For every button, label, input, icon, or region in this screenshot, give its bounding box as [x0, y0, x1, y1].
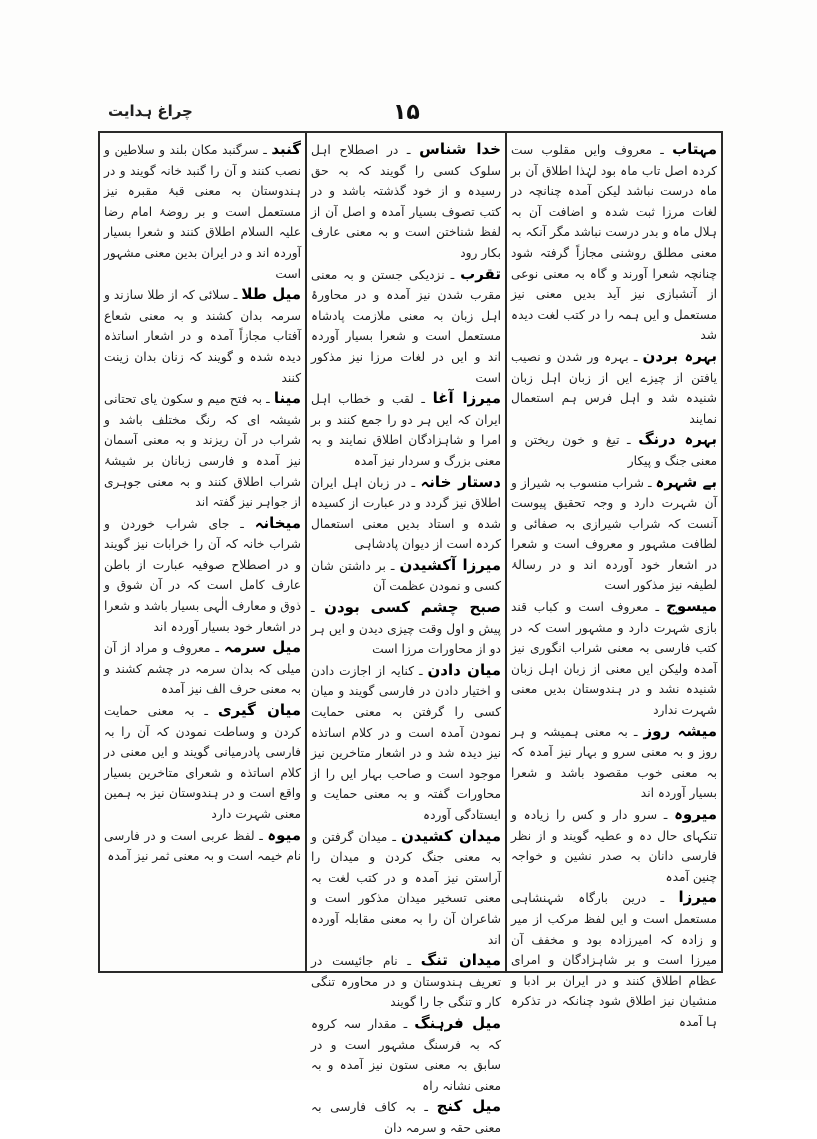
- column-middle: [311, 139, 502, 1135]
- dictionary-entry: میخانہ ـ جای شراب خوردن و شراب خانہ کہ آن را خرابات نیز گویند و در اصطلاح صوفیہ عبارت از باطن عارف کامل است کہ در آن شوق و ذوق و معارف الٰہی بسیار باشد و شعرا در اشعار خود بسیار آوردہ اند: [104, 513, 301, 634]
- entry-definition: سرو دار و کس را زیادہ و تنکہای حال دہ و عطیہ گویند و از نظر فارسی دانان بہ صدر نشین و خواجہ چنین آمدہ: [511, 808, 717, 884]
- dictionary-entry: میرزا آکشیدن ـ بر داشتن شان کسی و نمودن عظمت آن: [311, 555, 501, 594]
- entry-headword: میرزا: [678, 888, 717, 907]
- entry-headword: میل سرمہ: [223, 638, 301, 657]
- entry-definition: بہ معنی حمایت کردن و وساطت نمودن کہ آن را بہ فارسی پادرمیانی گویند و ایں معنی در کلام اساتذہ و شعرای متاخرین بسیار واقع است و در ہندوستان نیز بہ ہمین معنی شہرت دارد: [104, 704, 301, 821]
- entry-definition: در اصطلاح اہل سلوک کسی را گویند کہ بہ حق رسیدہ و از خود گذشتہ باشد و در کتب تصوف بسیار آمدہ و اصل آن از لفظ شناختن است و بہ معنی عارف بکار رود: [311, 143, 501, 260]
- column-divider: [505, 131, 507, 973]
- entry-definition: کنایہ از اجازت دادن و اختیار دادن در فارسی گویند و میان کسی را گرفتن بہ معنی حمایت نمودن آمدہ است و در کلام اساتذہ نیز دیدہ شد و در اشعار متاخرین نیز موجود است و صاحب بہار ایں را از محاورات گفتہ و بہ معنی حمایت و ایستادگی آوردہ: [311, 663, 501, 822]
- entry-headword: میل فرہنگ: [414, 1013, 501, 1032]
- dictionary-entry: مہتاب ـ معروف وایں مقلوب ست کردہ اصل تاب ماہ بود لہٰذا اطلاق آن بر ماہ درست نباشد لیکن آمدہ چنانچہ در لغات مرزا ثبت شدہ و اضافت آن بہ ہلال ماہ و بدر درست نباشد مگر آنکہ بہ معنی مطلق روشنی مجازاً گرفتہ شود چنانچہ شعرا آورند و گاہ بہ معنی نوعی از آتشبازی نیز آید بدیں معنی نیز مستعمل و ایں ہمہ را در کتب لغت دیدہ شد: [511, 140, 717, 343]
- dictionary-entry: میرزا ـ درین بارگاہ شہنشاہی مستعمل است و ایں لفظ مرکب از میر و زادہ کہ امیرزادہ بود و مخفف آن میرزا است و بر شاہزادگان و امرای عظام اطلاق کنند و در ایران بر ادبا و منشیان نیز اطلاق شود چنانکہ در تذکرہ ہا آمدہ: [511, 888, 717, 1029]
- entry-definition: معروف و مراد از آن میلی کہ بدان سرمہ در چشم کشند و بہ معنی حرف الف نیز آمدہ: [104, 641, 301, 697]
- dictionary-entry: دستار خانہ ـ در زبان اہل ایران اطلاق نیز گردد و در عبارت از کسیدہ شدہ و استاد بدیں معنی استعمال کردہ است از دیوان پادشاہی: [311, 472, 501, 552]
- entry-definition: سلائی کہ از طلا سازند و سرمہ بدان کشند و بہ معنی شعاع آفتاب مجازاً آمدہ و در اشعار اساتذہ دیدہ شدہ و گویند کہ زنان بدان زینت کنند: [104, 288, 301, 385]
- entry-definition: مقدار سہ کروہ کہ بہ فرسنگ مشہور است و در سابق بہ معنی ستون نیز آمدہ و بہ معنی نشانہ راہ: [311, 1016, 501, 1093]
- entry-definition: پیش و اول وقت چیزی دیدن و ایں ہر دو از محاورات مرزا است: [311, 621, 501, 657]
- dictionary-entry: بے شہرہ ـ شراب منسوب بہ شیراز و آن شہرت دارد و وجہ تحقیق پیوست آنست کہ شراب شیرازی بہ صفائی و لطافت مشہور و معروف است و شعرا در اشعار خود آوردہ اند و در رسالۂ لطیفہ نیز مذکور است: [511, 472, 717, 593]
- dictionary-entry: میشہ روز ـ بہ معنی ہمیشہ و ہر روز و بہ معنی سرو و بہار نیز آمدہ کہ بہ معنی خوب مقصود باشد و شعرا بسیار آوردہ اند: [511, 721, 718, 801]
- entry-headword: میسوج: [666, 597, 717, 616]
- dictionary-entry: تقرب ـ نزدیکی جستن و بہ معنی مقرب شدن نیز آمدہ و در محاورۂ اہل زبان بہ معنی ملازمت پادشاہ مستعمل است و شعرا بسیار آوردہ اند و ایں در لغات مرزا نیز مذکور است: [311, 264, 501, 385]
- entry-definition: درین بارگاہ شہنشاہی مستعمل است و ایں لفظ مرکب از میر و زادہ کہ امیرزادہ بود و مخفف آن میرزا است و بر شاہزادگان و امرای عظام اطلاق کنند و در ایران بر ادبا و منشیان نیز اطلاق شود چنانکہ در تذکرہ ہا آمدہ: [511, 891, 717, 1029]
- entry-headword: میوہ: [267, 825, 301, 844]
- dictionary-entry: میل کنج ـ بہ کاف فارسی بہ معنی حقہ و سرمہ دان: [311, 1097, 501, 1135]
- entry-headword: دستار خانہ: [420, 472, 501, 491]
- entry-definition: سرگنبد مکان بلند و سلاطین و نصب کنند و آن را گنبد خانہ گویند و در ہندوستان بہ معنی قبۂ مقبرہ نیز مستعمل است و بر روضۂ امام رضا علیہ السلام اطلاق کنند و شعرا بسیار آوردہ اند و در ایران بدین معنی مشہور است: [104, 143, 301, 281]
- dictionary-entry: میان دادن ـ کنایہ از اجازت دادن و اختیار دادن در فارسی گویند و میان کسی را گرفتن بہ معنی حمایت نمودن آمدہ است و در کلام اساتذہ نیز دیدہ شد و در اشعار متاخرین نیز موجود است و صاحب بہار ایں را از محاورات گفتہ و بہ معنی حمایت و ایستادگی آوردہ: [311, 660, 501, 822]
- dictionary-entry: میل سرمہ ـ معروف و مراد از آن میلی کہ بدان سرمہ در چشم کشند و بہ معنی حرف الف نیز آمدہ: [104, 638, 301, 697]
- entry-definition: تیغ و خون ریختن و معنی جنگ و پیکار: [511, 433, 717, 468]
- entry-headword: مہتاب: [672, 140, 717, 158]
- dictionary-entry: مینا ـ بہ فتح میم و سکون یای تحتانی شیشہ ای کہ رنگ مختلف باشد و شراب در آن ریزند و بہ معنی آسمان نیز آمدہ و فارسی زبانان بر شیشۂ شراب اطلاق کنند و بہ معنی جوہری از جواہر نیز گفتہ اند: [104, 389, 301, 510]
- entry-headword: میدان تنگ: [420, 951, 501, 970]
- entry-definition: در زبان اہل ایران اطلاق نیز گردد و در عبارت از کسیدہ شدہ و استاد بدیں معنی استعمال کردہ است از دیوان پادشاہی: [311, 475, 501, 552]
- entry-definition: بہ معنی ہمیشہ و ہر روز و بہ معنی سرو و بہار نیز آمدہ کہ بہ معنی خوب مقصود باشد و شعرا بسیار آوردہ اند: [511, 724, 717, 801]
- running-header: چراغ ہدایت: [108, 102, 193, 120]
- entry-headword: میشہ روز: [643, 721, 718, 740]
- entry-definition: شراب منسوب بہ شیراز و آن شہرت دارد و وجہ تحقیق پیوست آنست کہ شراب شیرازی بہ صفائی و لطافت مشہور و معروف است و شعرا در اشعار خود آوردہ اند و در رسالۂ لطیفہ نیز مذکور است: [511, 475, 717, 593]
- entry-definition: جای شراب خوردن و شراب خانہ کہ آن را خرابات نیز گویند و در اصطلاح صوفیہ عبارت از باطن عارف کامل است کہ در آن شوق و ذوق و معارف الٰہی بسیار باشد و شعرا در اشعار خود بسیار آوردہ اند: [104, 516, 301, 634]
- dictionary-entry: میوہ ـ لفظ عربی است و در فارسی نام خیمہ است و بہ معنی ثمر نیز آمدہ: [104, 825, 301, 864]
- dictionary-entry: بہرہ بردن ـ بہرہ ور شدن و نصیب یافتن از چیزے ایں از زبان اہل زبان شنیدہ شد و اہل فرس ہم استعمال نمایند: [511, 346, 717, 426]
- entry-headword: میان گیری: [217, 701, 301, 720]
- dictionary-entry: میدان تنگ ـ نام جائیست در تعریف ہندوستان و در محاورہ تنگی کار و تنگی جا را گویند: [311, 951, 501, 1010]
- entry-definition: میدان گرفتن و بہ معنی جنگ کردن و میدان را آراستن نیز آمدہ و در کتب لغت بہ معنی تسخیر میدان مذکور است و شاعران آن را بہ معنی مقابلہ آوردہ اند: [311, 829, 501, 947]
- entry-definition: بہ فتح میم و سکون یای تحتانی شیشہ ای کہ رنگ مختلف باشد و شراب در آن ریزند و بہ معنی آسمان نیز آمدہ و فارسی زبانان بر شیشۂ شراب اطلاق کنند و بہ معنی جوہری از جواہر نیز گفتہ اند: [104, 392, 301, 510]
- entry-headword: خدا شناس: [419, 140, 501, 158]
- entry-headword: مینا: [273, 389, 301, 408]
- entry-definition: لفظ عربی است و در فارسی نام خیمہ است و بہ معنی ثمر نیز آمدہ: [104, 828, 301, 864]
- page-number: ۱۵: [393, 100, 420, 125]
- entry-headword: میخانہ: [254, 513, 301, 532]
- entry-headword: بے شہرہ: [655, 472, 717, 491]
- dictionary-entry: میان گیری ـ بہ معنی حمایت کردن و وساطت نمودن کہ آن را بہ فارسی پادرمیانی گویند و ایں معنی در کلام اساتذہ و شعرای متاخرین بسیار واقع است و در ہندوستان نیز بہ ہمین معنی شہرت دارد: [104, 701, 301, 821]
- dictionary-entry: صبح چشم کسی بودن ـ پیش و اول وقت چیزی دیدن و ایں ہر دو از محاورات مرزا است: [311, 598, 501, 657]
- entry-headword: بہرہ درنگ: [638, 430, 717, 449]
- column-divider: [305, 131, 307, 973]
- dictionary-entry: میل طلا ـ سلائی کہ از طلا سازند و سرمہ بدان کشند و بہ معنی شعاع آفتاب مجازاً آمدہ و در اشعار اساتذہ دیدہ شدہ و گویند کہ زنان بدان زینت کنند: [104, 285, 301, 385]
- dictionary-entry: میرزا آغا ـ لقب و خطاب اہل ایران کہ ایں ہر دو را جمع کنند و بر امرا و شاہزادگان اطلاق نمایند و بہ معنی بزرگ و سردار نیز آمدہ: [311, 389, 502, 468]
- entry-headword: میل طلا: [241, 285, 301, 304]
- dictionary-entry: میسوج ـ معروف است و کباب قند بازی شہرت دارد و مشہور است کہ در کتب فارسی بہ معنی شراب انگوری نیز آمدہ ولیکن ایں معنی از زبان اہل زبان شنیدہ نشد و در ہندوستان بدیں معنی شہرت ندارد: [511, 597, 717, 718]
- dictionary-entry: میل فرہنگ ـ مقدار سہ کروہ کہ بہ فرسنگ مشہور است و در سابق بہ معنی ستون نیز آمدہ و بہ معنی نشانہ راہ: [311, 1013, 501, 1093]
- column-right: [511, 139, 718, 1029]
- dictionary-entry: خدا شناس ـ در اصطلاح اہل سلوک کسی را گویند کہ بہ حق رسیدہ و از خود گذشتہ باشد و در کتب تصوف بسیار آمدہ و اصل آن از لفظ شناختن است و بہ معنی عارف بکار رود: [311, 140, 501, 260]
- entry-headword: میل کنج: [436, 1097, 501, 1116]
- entry-headword: تقرب: [460, 264, 501, 283]
- entry-headword: میروہ: [674, 805, 717, 823]
- entry-definition: معروف وایں مقلوب ست کردہ اصل تاب ماہ بود لہٰذا اطلاق آن بر ماہ درست نباشد لیکن آمدہ چنانچہ در لغات مرزا ثبت شدہ و اضافت آن بہ ہلال ماہ و بدر درست نباشد مگر آنکہ بہ معنی مطلق روشنی مجازاً گرفتہ شود چنانچہ شعرا آورند و گاہ بہ معنی نوعی از آتشبازی نیز آید بدیں معنی نیز مستعمل و ایں ہمہ را در کتب لغت دیدہ شد: [511, 143, 717, 343]
- entry-headword: گنبد: [271, 140, 301, 158]
- column-left: [104, 139, 301, 965]
- entry-headword: میرزا آکشیدن: [399, 555, 501, 574]
- dictionary-entry: میروہ ـ سرو دار و کس را زیادہ و تنکہای حال دہ و عطیہ گویند و از نظر فارسی دانان بہ صدر نشین و خواجہ چنین آمدہ: [511, 805, 717, 884]
- entry-definition: معروف است و کباب قند بازی شہرت دارد و مشہور است کہ در کتب فارسی بہ معنی شراب انگوری نیز آمدہ ولیکن ایں معنی از زبان اہل زبان شنیدہ نشد و در ہندوستان بدیں معنی شہرت ندارد: [511, 600, 717, 718]
- entry-definition: بر داشتن شان کسی و نمودن عظمت آن: [311, 558, 501, 594]
- entry-definition: نام جائیست در تعریف ہندوستان و در محاورہ تنگی کار و تنگی جا را گویند: [311, 954, 501, 1010]
- entry-headword: میان دادن: [427, 660, 501, 679]
- entry-definition: بہرہ ور شدن و نصیب یافتن از چیزے ایں از زبان اہل زبان شنیدہ شد و اہل فرس ہم استعمال نمایند: [511, 349, 717, 426]
- entry-definition: لقب و خطاب اہل ایران کہ ایں ہر دو را جمع کنند و بر امرا و شاہزادگان اطلاق نمایند و بہ معنی بزرگ و سردار نیز آمدہ: [311, 392, 501, 468]
- dictionary-entry: بہرہ درنگ ـ تیغ و خون ریختن و معنی جنگ و پیکار: [511, 430, 717, 468]
- dictionary-entry: گنبد ـ سرگنبد مکان بلند و سلاطین و نصب کنند و آن را گنبد خانہ گویند و در ہندوستان بہ معنی قبۂ مقبرہ نیز مستعمل است و بر روضۂ امام رضا علیہ السلام اطلاق کنند و شعرا بسیار آوردہ اند و در ایران بدین معنی مشہور است: [104, 140, 301, 281]
- entry-headword: صبح چشم کسی بودن: [324, 598, 501, 617]
- entry-headword: میرزا آغا: [432, 389, 502, 408]
- entry-definition: نزدیکی جستن و بہ معنی مقرب شدن نیز آمدہ و در محاورۂ اہل زبان بہ معنی ملازمت پادشاہ مستعمل است و شعرا بسیار آوردہ اند و ایں در لغات مرزا نیز مذکور است: [311, 267, 501, 385]
- dictionary-entry: میدان کشیدن ـ میدان گرفتن و بہ معنی جنگ کردن و میدان را آراستن نیز آمدہ و در کتب لغت بہ معنی تسخیر میدان مذکور است و شاعران آن را بہ معنی مقابلہ آوردہ اند: [311, 826, 501, 947]
- entry-headword: بہرہ بردن: [642, 346, 717, 365]
- entry-definition: بہ کاف فارسی بہ معنی حقہ و سرمہ دان: [311, 1100, 501, 1135]
- entry-headword: میدان کشیدن: [400, 826, 501, 845]
